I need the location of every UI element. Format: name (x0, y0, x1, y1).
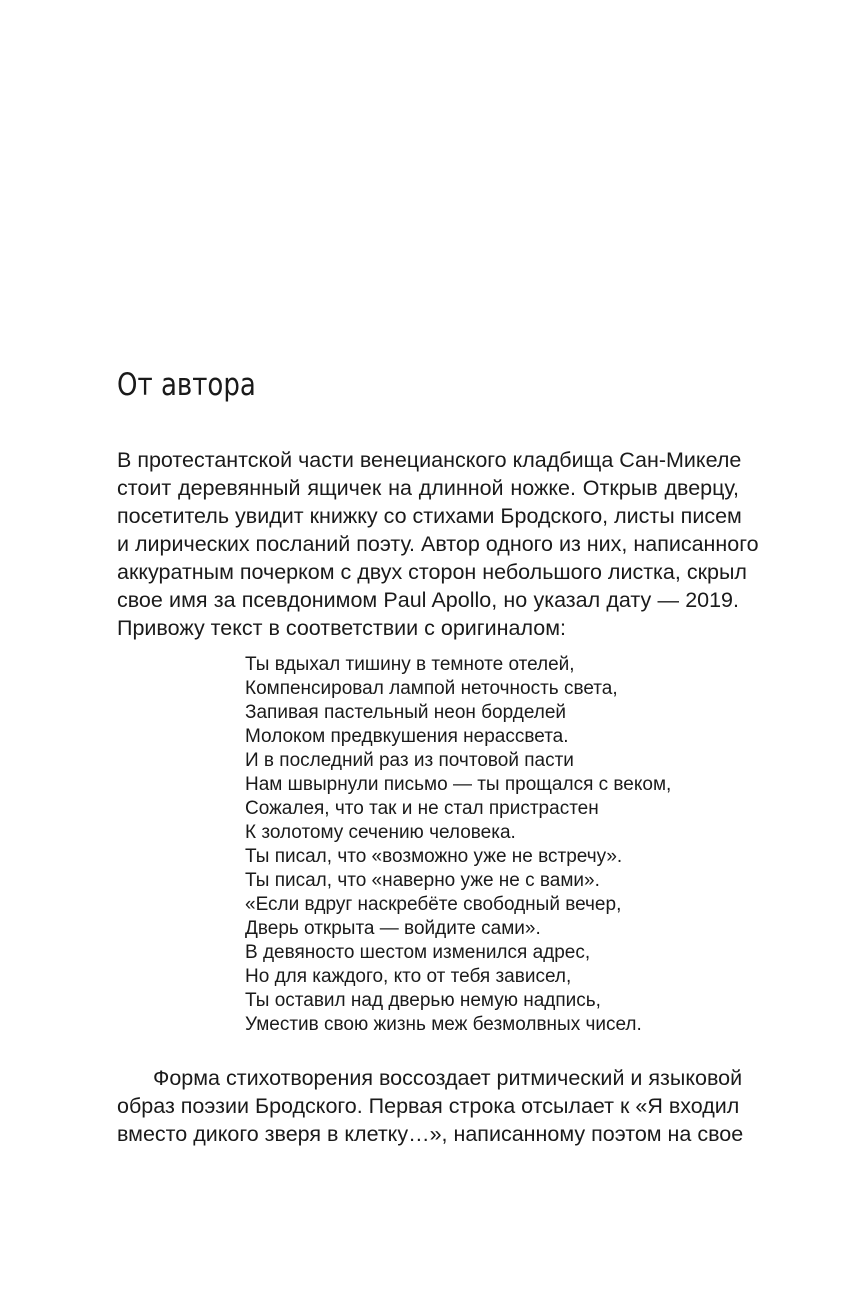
commentary-paragraph (117, 1064, 744, 1148)
commentary-line: Форма стихотворения воссоздает ритмический и языковой (153, 1066, 743, 1090)
poem-line: Но для каждого, кто от тебя зависел, (245, 966, 572, 987)
intro-line: аккуратным почерком с двух сторон небольшого листка, скрыл (117, 560, 747, 584)
chapter-title: От автора (117, 367, 256, 403)
commentary-line: вместо дикого зверя в клетку…», написанному поэтом на свое (117, 1122, 744, 1146)
poem-line: К золотому сечению человека. (245, 822, 516, 843)
poem-line: Ты писал, что «наверно уже не с вами». (245, 870, 600, 891)
poem-line: Нам швырнули письмо — ты прощался с веком, (245, 774, 672, 795)
poem (245, 653, 671, 1037)
intro-line: Привожу текст в соответствии с оригиналом: (117, 616, 566, 640)
intro-line: посетитель увидит книжку со стихами Бродского, листы писем (117, 504, 742, 528)
intro-line: и лирических посланий поэту. Автор одного из них, написанного (117, 532, 759, 556)
poem-line: И в последний раз из почтовой пасти (245, 750, 574, 771)
poem-line: Молоком предвкушения нерассвета. (245, 726, 569, 747)
poem-line: «Если вдруг наскребёте свободный вечер, (245, 894, 622, 915)
intro-line: стоит деревянный ящичек на длинной ножке. Открыв дверцу, (117, 476, 739, 500)
poem-line: Запивая пастельный неон борделей (245, 702, 567, 723)
poem-line: Сожалея, что так и не стал пристрастен (245, 798, 599, 819)
poem-line: В девяносто шестом изменился адрес, (245, 942, 591, 963)
poem-line: Дверь открыта — войдите сами». (245, 918, 541, 939)
poem-line: Уместив свою жизнь меж безмолвных чисел. (245, 1014, 642, 1035)
intro-paragraph (117, 446, 759, 642)
poem-line: Компенсировал лампой неточность света, (245, 678, 618, 699)
poem-line: Ты вдыхал тишину в темноте отелей, (245, 654, 575, 675)
poem-line: Ты оставил над дверью немую надпись, (245, 990, 601, 1011)
poem-line: Ты писал, что «возможно уже не встречу». (245, 846, 623, 867)
commentary-line: образ поэзии Бродского. Первая строка отсылает к «Я входил (117, 1094, 740, 1118)
intro-line: свое имя за псевдонимом Paul Apollo, но указал дату — 2019. (117, 588, 739, 612)
intro-line: В протестантской части венецианского кладбища Сан-Микеле (117, 448, 742, 472)
